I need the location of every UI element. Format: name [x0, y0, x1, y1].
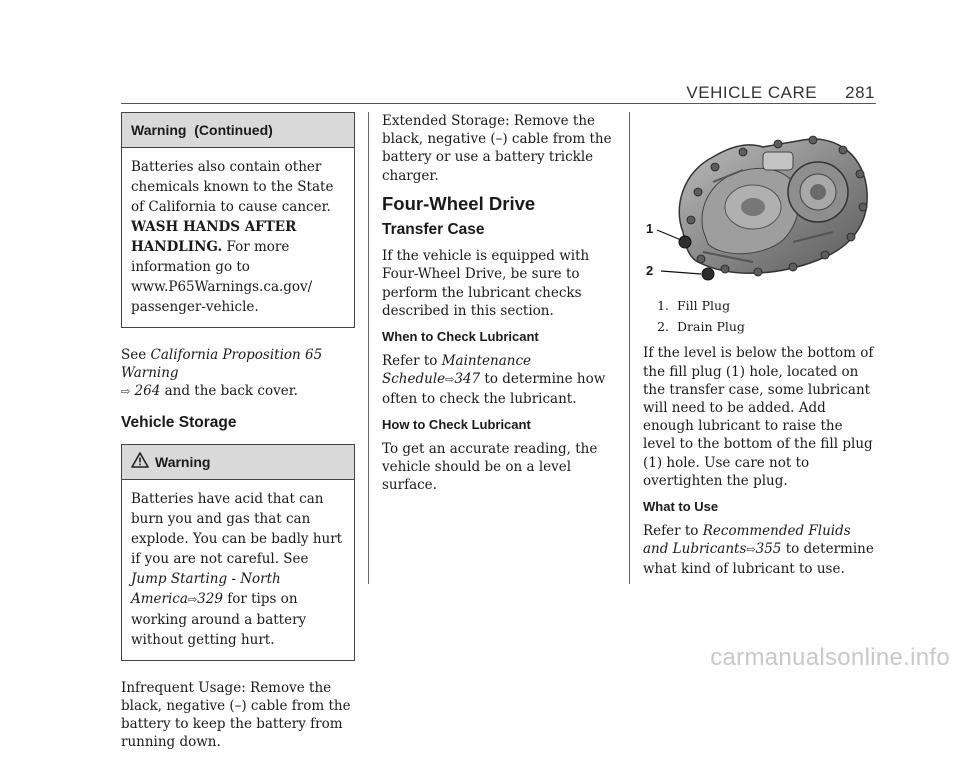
warning-text: for tips on working around a battery without getting hurt. — [131, 590, 307, 648]
page-arrow-icon: ⇨ — [746, 543, 756, 557]
four-wheel-drive-heading: Four-Wheel Drive — [382, 192, 536, 214]
warning-continued-box — [121, 112, 355, 328]
what-to-use-paragraph — [643, 522, 877, 578]
page-number: 281 — [845, 83, 875, 102]
warning-body — [122, 480, 354, 660]
how-to-check-paragraph: To get an accurate reading, the vehicle should be on a level surface. — [382, 441, 598, 494]
ref-text: to determine what kind of lubricant to use. — [643, 541, 874, 577]
fill-plug-icon — [679, 236, 691, 248]
column-3 — [643, 112, 877, 586]
ref-text: to determine how often to check the lubricant. — [382, 371, 606, 407]
legend-number: 2. — [657, 319, 669, 335]
warning-text: For more information go to www.P65Warnings.ca.gov/ passenger-vehicle. — [131, 239, 313, 315]
column-divider — [368, 112, 369, 584]
transfer-case-heading: Transfer Case — [382, 221, 485, 239]
extended-storage-paragraph: Extended Storage: Remove the black, negative (–) cable from the battery or use a battery trickle charger. — [382, 113, 612, 184]
vehicle-storage-heading: Vehicle Storage — [121, 413, 237, 431]
ref-page[interactable]: 355 — [755, 541, 782, 558]
legend-label: Fill Plug — [677, 298, 731, 313]
fill-level-paragraph: If the level is below the bottom of the fill plug (1) hole, located on the transfer case, some lubricant will need to be added. Add enough lubricant to raise the level to the bottom of the fill plug (1) hole. Use care not to overtighten the plug. — [643, 345, 874, 489]
see-reference — [121, 346, 355, 402]
drain-plug-icon — [702, 268, 714, 280]
ref-text: Refer to — [643, 523, 703, 540]
ref-text: See — [121, 347, 151, 363]
warning-continued-title: Warning (Continued) — [122, 113, 354, 148]
when-to-check-paragraph — [382, 352, 616, 408]
ref-text: Refer to — [382, 353, 442, 370]
transfer-case-intro: If the vehicle is equipped with Four-Wheel Drive, be sure to perform the lubricant checks described in this section. — [382, 248, 590, 319]
section-title: VEHICLE CARE — [686, 83, 818, 102]
ref-text: and the back cover. — [160, 383, 298, 400]
page-arrow-icon: ⇨ — [187, 592, 198, 606]
how-to-check-heading: How to Check Lubricant — [382, 416, 531, 432]
header-rule — [121, 103, 876, 104]
column-divider — [629, 112, 630, 584]
page-header — [663, 83, 875, 103]
ref-link[interactable]: Recommended Fluids and Lubricants — [643, 523, 851, 558]
callout-1: 1 — [646, 221, 654, 236]
ref-link[interactable]: Jump Starting - North America — [131, 570, 281, 607]
callout-2: 2 — [646, 263, 654, 278]
legend-item — [643, 297, 877, 315]
ref-link[interactable]: California Proposition 65 Warning — [121, 347, 323, 382]
transfer-case-illustration — [643, 112, 877, 287]
transfer-case-figure — [643, 112, 877, 287]
ref-link[interactable]: Maintenance Schedule — [382, 353, 532, 388]
warning-text: Batteries have acid that can burn you and gas that can explode. You can be badly hurt if you are not careful. See — [131, 490, 343, 567]
legend-number: 1. — [657, 298, 669, 313]
page-arrow-icon: ⇨ — [121, 385, 131, 399]
what-to-use-heading: What to Use — [643, 499, 719, 515]
warning-text: Batteries also contain other chemicals known to the State of California to cause cancer. — [131, 159, 334, 215]
warning-header — [122, 445, 354, 480]
legend-label: Drain Plug — [677, 319, 745, 335]
ref-page[interactable]: 347 — [454, 371, 481, 388]
ref-page[interactable]: 264 — [134, 383, 161, 400]
warning-continued-body — [122, 148, 354, 327]
warning-triangle-icon — [131, 452, 149, 472]
warning-box — [121, 444, 355, 661]
column-1 — [121, 112, 355, 760]
ref-page[interactable]: 329 — [197, 590, 223, 607]
column-2 — [382, 112, 616, 503]
page-arrow-icon: ⇨ — [445, 373, 455, 387]
legend-item — [643, 318, 877, 336]
when-to-check-heading: When to Check Lubricant — [382, 329, 539, 345]
watermark: carmanualsonline.info — [710, 644, 950, 671]
infrequent-usage-paragraph: Infrequent Usage: Remove the black, negative (–) cable from the battery to keep the battery from running down. — [121, 679, 351, 751]
warning-emphasis: WASH HANDS AFTER HANDLING. — [131, 219, 297, 255]
figure-legend — [643, 297, 877, 336]
warning-title: Warning — [155, 453, 211, 470]
